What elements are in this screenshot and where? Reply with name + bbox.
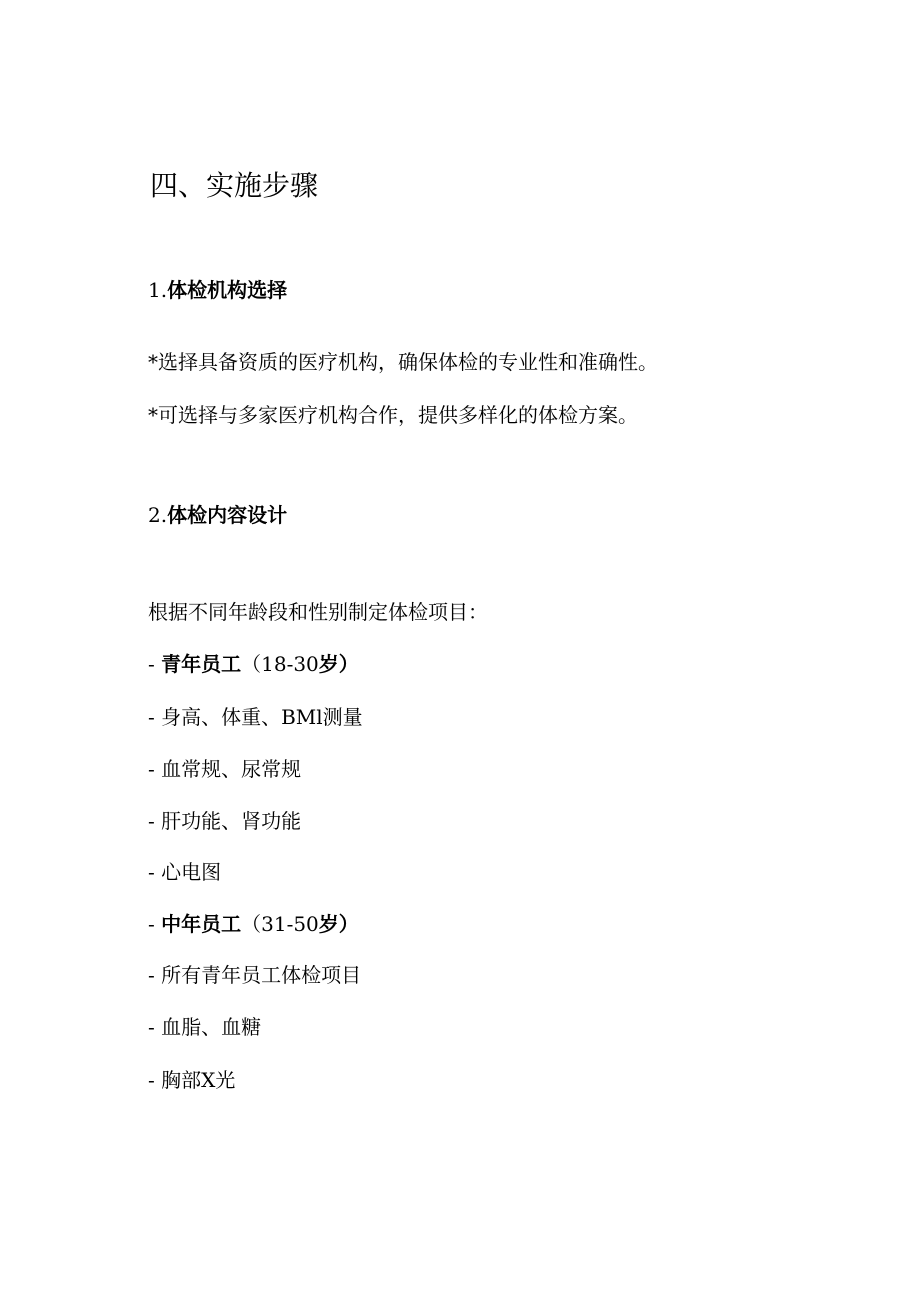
- group-range: （18-30: [241, 652, 319, 676]
- subsection-title: 体检机构选择: [167, 278, 288, 302]
- group-heading-middle-aged: [148, 914, 359, 934]
- subsection-heading-1: [148, 280, 287, 300]
- list-item: - 所有青年员工体检项目: [148, 963, 362, 987]
- list-item: - 肝功能、肾功能: [148, 809, 302, 833]
- paragraph-bullet: *选择具备资质的医疗机构，确保体检的专业性和准确性。: [148, 350, 658, 374]
- group-dash: -: [148, 652, 162, 676]
- list-item: - 血脂、血糖: [148, 1015, 262, 1039]
- group-dash: -: [148, 912, 162, 936]
- list-item: - 身高、体重、BMl测量: [148, 705, 363, 729]
- subsection-number: 2.: [148, 503, 168, 527]
- group-unit: 岁）: [318, 912, 359, 936]
- section-heading: 四、实施步骤: [150, 169, 319, 202]
- group-heading-youth: [148, 654, 359, 674]
- group-range: （31-50: [241, 912, 319, 936]
- group-name: 中年员工: [161, 912, 242, 936]
- list-item: - 血常规、尿常规: [148, 757, 302, 781]
- subsection-title: 体检内容设计: [167, 503, 288, 527]
- paragraph-bullet: *可选择与多家医疗机构合作，提供多样化的体检方案。: [148, 403, 638, 427]
- list-item: - 心电图: [148, 860, 222, 884]
- subsection-heading-2: [148, 505, 287, 525]
- subsection-number: 1.: [148, 278, 168, 302]
- list-item: - 胸部X光: [148, 1068, 236, 1092]
- paragraph-intro: 根据不同年龄段和性别制定体检项目：: [148, 600, 488, 624]
- group-name: 青年员工: [161, 652, 242, 676]
- group-unit: 岁）: [318, 652, 359, 676]
